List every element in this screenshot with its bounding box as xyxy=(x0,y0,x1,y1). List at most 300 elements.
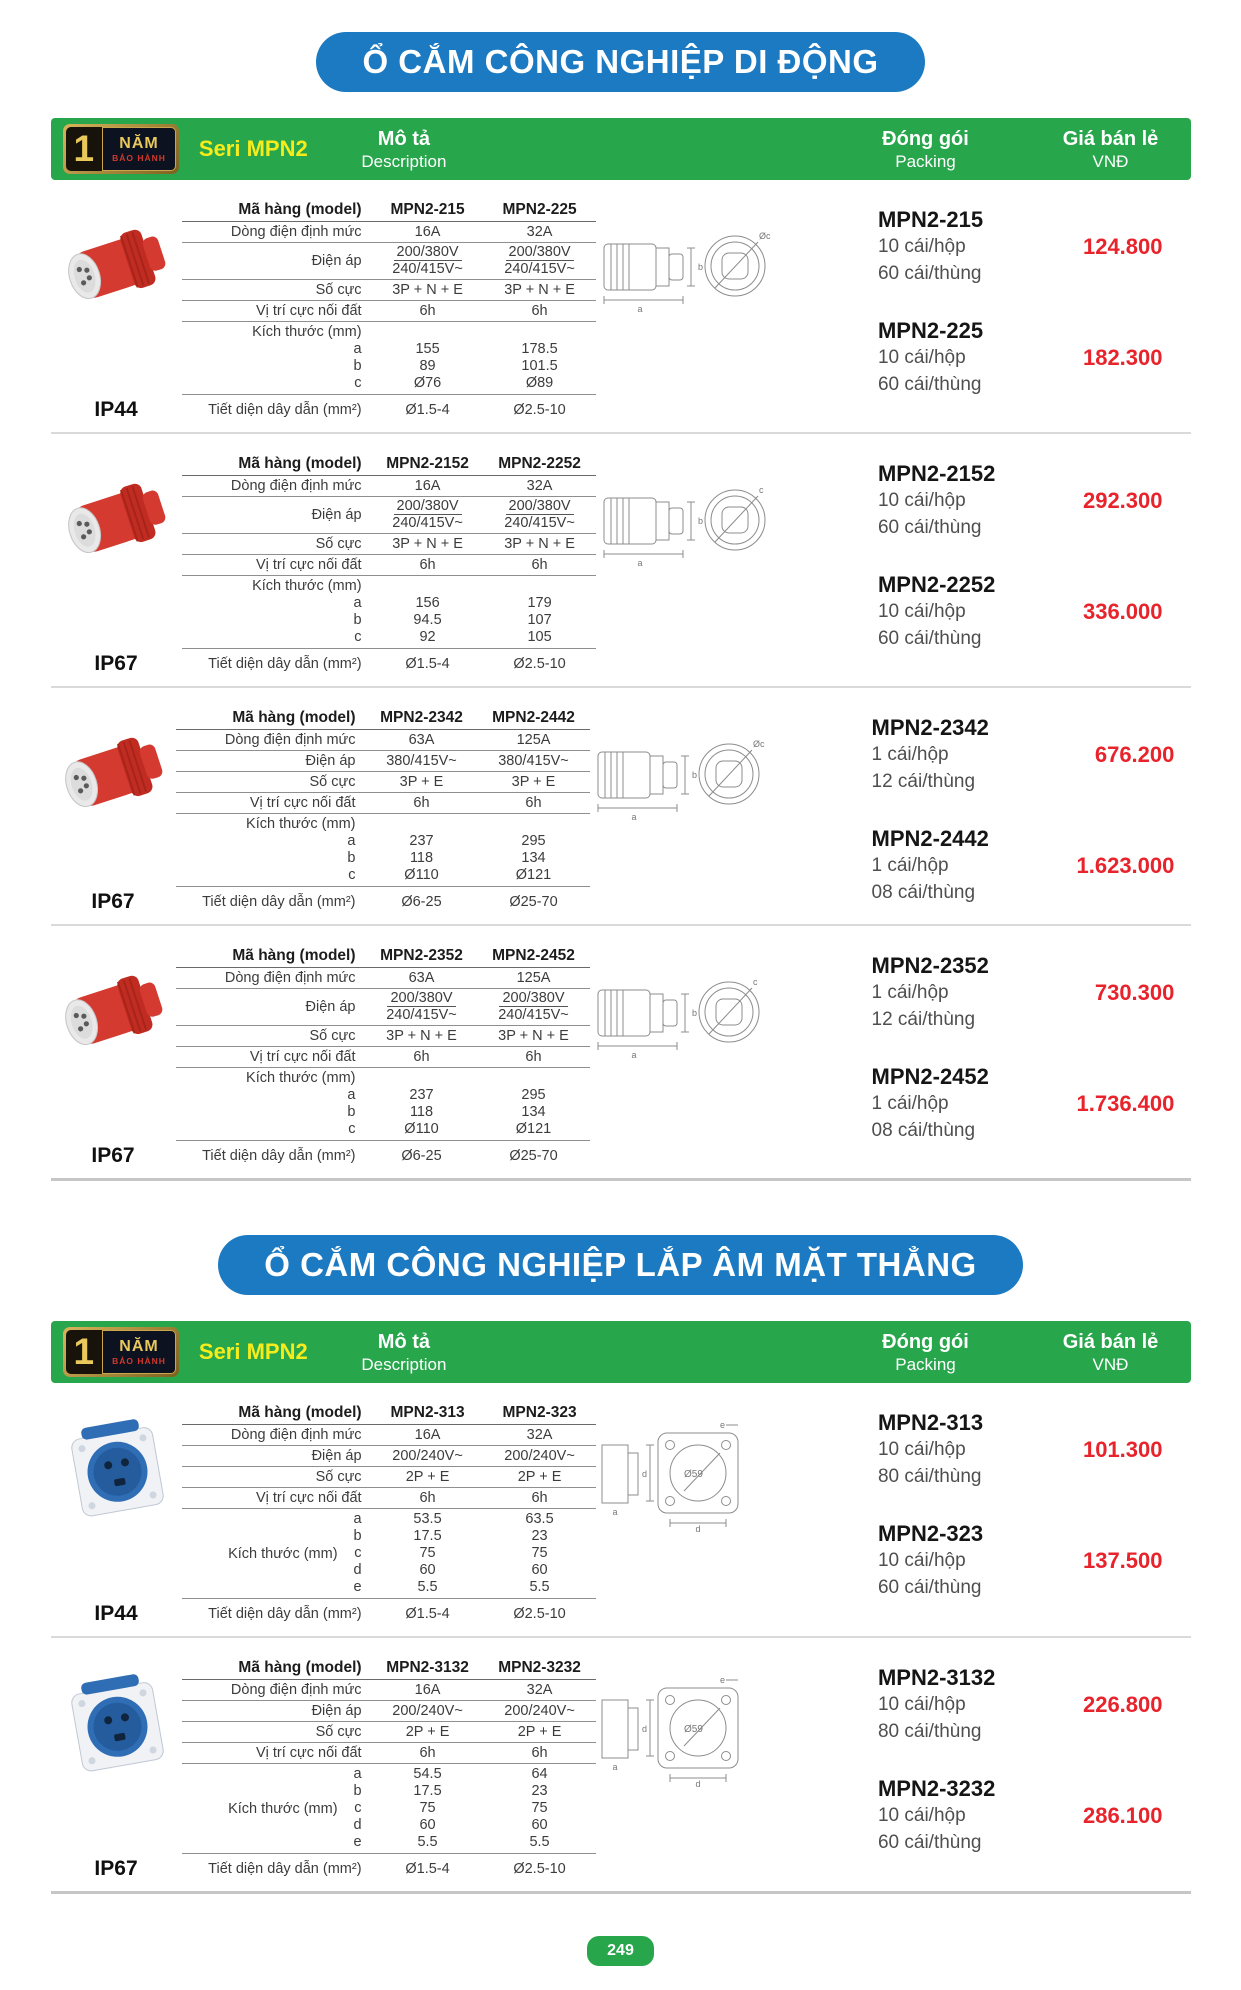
product-photo xyxy=(54,460,179,585)
dimension-letter: e xyxy=(353,1579,362,1595)
spec-row-label: Vị trí cực nối đất xyxy=(249,1049,356,1065)
product-photo xyxy=(54,1409,179,1534)
product-block xyxy=(51,180,1191,432)
dimension-row xyxy=(176,1121,590,1138)
spec-value-1: Ø1.5-4 xyxy=(405,655,450,672)
dimension-row xyxy=(182,341,596,358)
spec-row xyxy=(182,1722,596,1743)
column-header-description: Mô tả Description xyxy=(361,1330,447,1374)
retail-price: 182.300 xyxy=(1082,344,1163,370)
ip-rating-label: IP67 xyxy=(91,1144,135,1167)
spec-value-1: 6h xyxy=(419,557,436,573)
dimension-value-1: 53.5 xyxy=(413,1511,442,1527)
spec-row xyxy=(182,1488,596,1509)
spec-value-2: 32A xyxy=(526,478,553,494)
dimension-letter: c xyxy=(354,375,362,391)
spec-row-label: Điện áp xyxy=(311,253,362,269)
spec-row-label: Kích thước (mm) xyxy=(228,1545,338,1562)
spec-model-2: MPN2-225 xyxy=(502,200,577,218)
dimension-value-2: 295 xyxy=(521,1087,546,1103)
spec-header-row xyxy=(176,706,590,730)
spec-dimensions-row xyxy=(182,322,596,395)
spec-voltage-value: $\frac{200/380V}{240/415V\sim}$ xyxy=(392,244,463,277)
packing-entry xyxy=(776,571,1191,652)
packing-box-line: 1 cái/hộp xyxy=(871,1093,949,1114)
spec-row xyxy=(176,1026,590,1047)
section-header xyxy=(51,118,1191,180)
svg-text:c: c xyxy=(752,977,757,987)
dimension-row xyxy=(182,1834,596,1851)
spec-value-2: 3P + N + E xyxy=(504,536,575,552)
svg-text:b: b xyxy=(691,770,697,780)
spec-row xyxy=(176,1047,590,1068)
spec-value-1: 200/240V~ xyxy=(392,1703,463,1719)
svg-text:c: c xyxy=(758,485,764,495)
packing-entry xyxy=(770,1063,1203,1144)
spec-table xyxy=(176,944,590,1170)
warranty-badge-number: 1 xyxy=(66,127,103,171)
retail-price: 292.300 xyxy=(1082,487,1163,513)
dimension-value-2: 107 xyxy=(527,612,552,628)
packing-entry xyxy=(776,317,1191,398)
spec-row-label: Kích thước (mm) xyxy=(228,1800,338,1817)
packing-model-name: MPN2-2442 xyxy=(871,826,989,851)
packing-carton-line: 60 cái/thùng xyxy=(877,628,982,649)
spec-header-row xyxy=(176,944,590,968)
packing-carton-line: 12 cái/thùng xyxy=(871,771,976,792)
dimension-value-1: 237 xyxy=(409,1087,434,1103)
spec-row xyxy=(182,1680,596,1701)
dimension-value-2: 134 xyxy=(521,850,546,866)
spec-value-1: 380/415V~ xyxy=(386,753,457,769)
spec-model-1: MPN2-2352 xyxy=(380,946,463,964)
spec-row xyxy=(182,222,596,243)
spec-value-1: 200/240V~ xyxy=(392,1448,463,1464)
dimension-letter: a xyxy=(347,1087,356,1103)
product-block xyxy=(51,432,1191,686)
spec-model-1: MPN2-2342 xyxy=(380,708,463,726)
dimension-row xyxy=(182,612,596,629)
spec-row-label: Điện áp xyxy=(305,999,356,1015)
spec-value-1: Ø6-25 xyxy=(401,1147,442,1164)
svg-text:a: a xyxy=(612,1762,618,1772)
packing-carton-line: 60 cái/thùng xyxy=(877,374,982,395)
retail-price: 1.623.000 xyxy=(1076,852,1175,878)
spec-value-2: 3P + E xyxy=(511,774,556,790)
dimension-value-1: Ø76 xyxy=(413,375,442,391)
dimension-letter: a xyxy=(353,1766,362,1782)
warranty-badge-line2: BẢO HÀNH xyxy=(112,1356,166,1366)
spec-value-2: 2P + E xyxy=(517,1469,562,1485)
dimension-value-2: 105 xyxy=(527,629,552,645)
packing-box-line: 10 cái/hộp xyxy=(877,1439,966,1460)
dimension-letter: b xyxy=(353,1528,362,1544)
spec-row xyxy=(182,555,596,576)
dimension-letter: b xyxy=(353,1783,362,1799)
retail-price: 124.800 xyxy=(1082,233,1163,259)
packing-model-name: MPN2-313 xyxy=(877,1410,984,1435)
dimension-value-1: 155 xyxy=(415,341,440,357)
retail-price: 676.200 xyxy=(1094,741,1175,767)
svg-text:d: d xyxy=(695,1524,701,1533)
dimension-value-1: 94.5 xyxy=(413,612,442,628)
spec-row-label: Vị trí cực nối đất xyxy=(255,1745,362,1761)
dimension-letter: a xyxy=(353,341,362,357)
packing-box-line: 10 cái/hộp xyxy=(877,236,966,257)
dimension-value-2: 134 xyxy=(521,1104,546,1120)
spec-model-1: MPN2-313 xyxy=(390,1403,465,1421)
dimension-row xyxy=(176,833,590,850)
dimension-value-2: 75 xyxy=(531,1800,548,1816)
spec-model-1: MPN2-2152 xyxy=(386,454,469,472)
spec-row-label: Tiết diện dây dẫn (mm²) xyxy=(208,1605,362,1622)
dimension-value-1: 118 xyxy=(409,850,434,866)
spec-value-2: 32A xyxy=(526,1682,553,1698)
dimension-value-1: 75 xyxy=(419,1545,436,1561)
spec-dimensions-row xyxy=(176,814,590,887)
spec-value-2: 6h xyxy=(531,1490,548,1506)
spec-row xyxy=(182,649,596,678)
spec-row xyxy=(176,989,590,1026)
spec-model-label: Mã hàng (model) xyxy=(238,1403,362,1421)
dimension-letter: b xyxy=(347,1104,356,1120)
spec-row xyxy=(176,887,590,916)
dimension-row xyxy=(182,1783,596,1800)
dimension-row xyxy=(182,375,596,392)
packing-box-line: 10 cái/hộp xyxy=(877,490,966,511)
packing-box-line: 10 cái/hộp xyxy=(877,601,966,622)
spec-row-label: Số cực xyxy=(309,1028,356,1044)
spec-model-2: MPN2-3232 xyxy=(498,1658,581,1676)
spec-value-1: 6h xyxy=(419,1745,436,1761)
spec-model-label: Mã hàng (model) xyxy=(232,946,356,964)
dimension-value-2: 60 xyxy=(531,1817,548,1833)
spec-value-2: 200/240V~ xyxy=(504,1703,575,1719)
spec-row-label: Điện áp xyxy=(305,753,356,769)
spec-row-label: Vị trí cực nối đất xyxy=(255,303,362,319)
spec-row xyxy=(182,243,596,280)
series-label: Seri MPN2 xyxy=(198,1339,308,1364)
spec-value-1: 6h xyxy=(419,1490,436,1506)
svg-text:d: d xyxy=(641,1724,647,1734)
spec-value-2: 6h xyxy=(531,303,548,319)
spec-row-label: Số cực xyxy=(315,1724,362,1740)
spec-value-2: 3P + N + E xyxy=(504,282,575,298)
dimension-value-2: 63.5 xyxy=(525,1511,554,1527)
page-footer xyxy=(0,1936,1241,1990)
section-header xyxy=(51,1321,1191,1383)
spec-row-label: Dòng điện định mức xyxy=(230,1682,362,1698)
dimension-value-1: 118 xyxy=(409,1104,434,1120)
svg-text:Øc: Øc xyxy=(758,231,771,241)
packing-entry xyxy=(770,825,1203,906)
retail-price: 101.300 xyxy=(1082,1436,1163,1462)
dimension-value-2: 178.5 xyxy=(521,341,558,357)
dimension-value-2: 64 xyxy=(531,1766,548,1782)
svg-text:a: a xyxy=(630,1050,637,1060)
retail-price: 226.800 xyxy=(1082,1691,1163,1717)
spec-model-label: Mã hàng (model) xyxy=(238,200,362,218)
dimension-value-1: 17.5 xyxy=(413,1528,442,1544)
packing-entry xyxy=(776,1520,1191,1601)
technical-drawing xyxy=(596,1417,776,1538)
spec-row xyxy=(182,476,596,497)
technical-drawing xyxy=(596,468,776,585)
spec-table xyxy=(182,198,596,424)
spec-header-row xyxy=(182,1401,596,1425)
spec-row-label: Dòng điện định mức xyxy=(230,1427,362,1443)
packing-model-name: MPN2-2342 xyxy=(871,715,989,740)
dimension-value-1: 54.5 xyxy=(413,1766,442,1782)
spec-row-label: Vị trí cực nối đất xyxy=(255,1490,362,1506)
spec-row xyxy=(182,1425,596,1446)
dimension-row xyxy=(182,1562,596,1579)
spec-row-label: Số cực xyxy=(315,536,362,552)
packing-entry xyxy=(776,1409,1191,1490)
spec-row-label: Kích thước (mm) xyxy=(252,324,362,340)
spec-value-1: 2P + E xyxy=(405,1724,450,1740)
warranty-badge-line2: BẢO HÀNH xyxy=(112,153,166,163)
spec-value-2: Ø2.5-10 xyxy=(513,1605,566,1622)
spec-value-1: 6h xyxy=(413,795,430,811)
spec-value-2: 200/240V~ xyxy=(504,1448,575,1464)
packing-entry xyxy=(776,1775,1191,1856)
dimension-row xyxy=(176,1087,590,1104)
spec-value-2: 6h xyxy=(531,1745,548,1761)
product-block xyxy=(51,1383,1191,1636)
dimension-value-1: 92 xyxy=(419,629,436,645)
section-banner: Ổ CẮM CÔNG NGHIỆP DI ĐỘNG xyxy=(316,32,924,92)
packing-entry xyxy=(776,206,1191,287)
dimension-letter: a xyxy=(353,1511,362,1527)
spec-value-1: 3P + N + E xyxy=(386,1028,457,1044)
packing-carton-line: 60 cái/thùng xyxy=(877,1832,982,1853)
spec-value-2: Ø2.5-10 xyxy=(513,1860,566,1877)
product-photo xyxy=(51,714,176,839)
ip-rating-label: IP44 xyxy=(94,398,138,421)
spec-value-2: Ø2.5-10 xyxy=(513,655,566,672)
packing-model-name: MPN2-3132 xyxy=(877,1665,996,1690)
svg-text:Øc: Øc xyxy=(752,739,765,749)
packing-carton-line: 80 cái/thùng xyxy=(877,1721,982,1742)
spec-row xyxy=(182,280,596,301)
spec-row-label: Tiết diện dây dẫn (mm²) xyxy=(208,655,362,672)
spec-row-label: Kích thước (mm) xyxy=(246,816,356,832)
spec-value-1: 16A xyxy=(414,1427,441,1443)
column-header-description: Mô tả Description xyxy=(361,127,447,171)
spec-value-1: Ø1.5-4 xyxy=(405,1860,450,1877)
spec-dimensions-row xyxy=(182,1764,596,1854)
spec-row-label: Dòng điện định mức xyxy=(224,732,356,748)
spec-row-label: Vị trí cực nối đất xyxy=(249,795,356,811)
packing-carton-line: 12 cái/thùng xyxy=(871,1009,976,1030)
page-number-badge: 249 xyxy=(587,1936,654,1966)
spec-row-label: Tiết diện dây dẫn (mm²) xyxy=(208,401,362,418)
dimension-letter: c xyxy=(354,1800,362,1816)
svg-text:b: b xyxy=(697,516,703,526)
spec-model-2: MPN2-323 xyxy=(502,1403,577,1421)
packing-model-name: MPN2-2452 xyxy=(871,1064,989,1089)
packing-box-line: 10 cái/hộp xyxy=(877,1694,966,1715)
spec-value-2: Ø2.5-10 xyxy=(513,401,566,418)
retail-price: 336.000 xyxy=(1082,598,1163,624)
spec-row-label: Số cực xyxy=(309,774,356,790)
spec-table xyxy=(182,452,596,678)
packing-box-line: 10 cái/hộp xyxy=(877,1550,966,1571)
svg-text:d: d xyxy=(695,1779,701,1788)
dimension-letter: b xyxy=(353,612,362,628)
spec-value-1: Ø1.5-4 xyxy=(405,1605,450,1622)
spec-model-2: MPN2-2252 xyxy=(498,454,581,472)
technical-drawing xyxy=(590,960,770,1077)
spec-row-label: Vị trí cực nối đất xyxy=(255,557,362,573)
spec-value-2: 125A xyxy=(516,970,551,986)
dimension-letter: e xyxy=(353,1834,362,1850)
dimension-value-1: 60 xyxy=(419,1562,436,1578)
spec-dimensions-row xyxy=(176,1068,590,1141)
technical-drawing xyxy=(596,1672,776,1793)
spec-voltage-value: $\frac{200/380V}{240/415V\sim}$ xyxy=(498,990,569,1023)
svg-text:a: a xyxy=(612,1507,618,1517)
spec-value-1: 2P + E xyxy=(405,1469,450,1485)
spec-value-1: Ø1.5-4 xyxy=(405,401,450,418)
spec-row xyxy=(182,1701,596,1722)
packing-model-name: MPN2-323 xyxy=(877,1521,984,1546)
ip-rating-label: IP67 xyxy=(94,652,138,675)
dimension-letter: c xyxy=(354,629,362,645)
spec-row-label: Điện áp xyxy=(311,507,362,523)
spec-row xyxy=(182,395,596,424)
product-block xyxy=(51,924,1191,1178)
spec-value-2: 2P + E xyxy=(517,1724,562,1740)
spec-value-2: 6h xyxy=(525,1049,542,1065)
dimension-row xyxy=(182,1528,596,1545)
spec-model-2: MPN2-2452 xyxy=(492,946,575,964)
spec-value-1: 16A xyxy=(414,1682,441,1698)
spec-header-row xyxy=(182,1656,596,1680)
warranty-badge-line1: NĂM xyxy=(119,1338,159,1355)
spec-value-1: 63A xyxy=(408,970,435,986)
dimension-row xyxy=(182,1579,596,1596)
packing-carton-line: 08 cái/thùng xyxy=(871,1120,976,1141)
product-block xyxy=(51,1636,1191,1891)
section-banner: Ổ CẮM CÔNG NGHIỆP LẮP ÂM MẶT THẲNG xyxy=(218,1235,1022,1295)
packing-carton-line: 60 cái/thùng xyxy=(877,1577,982,1598)
dimension-letter: d xyxy=(353,1562,362,1578)
dimension-value-2: 295 xyxy=(521,833,546,849)
packing-box-line: 1 cái/hộp xyxy=(871,982,949,1003)
svg-text:a: a xyxy=(630,812,637,822)
retail-price: 1.736.400 xyxy=(1076,1090,1175,1116)
svg-text:e: e xyxy=(719,1675,725,1685)
dimension-value-1: 60 xyxy=(419,1817,436,1833)
spec-model-2: MPN2-2442 xyxy=(492,708,575,726)
spec-model-1: MPN2-3132 xyxy=(386,1658,469,1676)
spec-row xyxy=(182,1446,596,1467)
spec-row xyxy=(182,301,596,322)
spec-table xyxy=(182,1656,596,1883)
dimension-value-1: 156 xyxy=(415,595,440,611)
packing-box-line: 1 cái/hộp xyxy=(871,855,949,876)
spec-row-label: Dòng điện định mức xyxy=(230,224,362,240)
dimension-row xyxy=(182,1817,596,1834)
spec-row xyxy=(182,534,596,555)
spec-value-1: 16A xyxy=(414,224,441,240)
spec-model-label: Mã hàng (model) xyxy=(232,708,356,726)
packing-carton-line: 60 cái/thùng xyxy=(877,517,982,538)
dimension-letter: c xyxy=(348,867,356,883)
dimension-value-2: Ø121 xyxy=(515,1121,552,1137)
spec-row-label: Dòng điện định mức xyxy=(224,970,356,986)
retail-price: 286.100 xyxy=(1082,1802,1163,1828)
spec-value-1: Ø6-25 xyxy=(401,893,442,910)
technical-drawing xyxy=(596,214,776,331)
svg-text:Ø59: Ø59 xyxy=(683,1724,703,1735)
spec-row-label: Tiết diện dây dẫn (mm²) xyxy=(208,1860,362,1877)
spec-row xyxy=(176,772,590,793)
spec-row xyxy=(176,793,590,814)
packing-model-name: MPN2-3232 xyxy=(877,1776,996,1801)
column-header-price: Giá bán lẻ VNĐ xyxy=(1062,127,1159,171)
spec-value-2: 32A xyxy=(526,224,553,240)
spec-row-label: Điện áp xyxy=(311,1448,362,1464)
packing-carton-line: 08 cái/thùng xyxy=(871,882,976,903)
spec-row xyxy=(182,497,596,534)
dimension-row xyxy=(182,1511,596,1528)
spec-row xyxy=(176,730,590,751)
spec-header-row xyxy=(182,452,596,476)
dimension-row xyxy=(176,850,590,867)
product-block xyxy=(51,686,1191,924)
svg-text:e: e xyxy=(719,1420,725,1430)
dimension-row xyxy=(176,867,590,884)
spec-model-1: MPN2-215 xyxy=(390,200,465,218)
dimension-letter: b xyxy=(353,358,362,374)
dimension-row xyxy=(182,595,596,612)
packing-model-name: MPN2-225 xyxy=(877,318,984,343)
column-header-price: Giá bán lẻ VNĐ xyxy=(1062,1330,1159,1374)
spec-row-label: Điện áp xyxy=(311,1703,362,1719)
spec-row-label: Số cực xyxy=(315,282,362,298)
dimension-value-2: 23 xyxy=(531,1528,548,1544)
dimension-value-2: Ø89 xyxy=(525,375,554,391)
dimension-letter: d xyxy=(353,1817,362,1833)
svg-text:d: d xyxy=(641,1469,647,1479)
spec-voltage-value: $\frac{200/380V}{240/415V\sim}$ xyxy=(386,990,457,1023)
product-photo xyxy=(54,206,179,331)
spec-value-1: 3P + N + E xyxy=(392,536,463,552)
packing-entry xyxy=(776,1664,1191,1745)
spec-row-label: Kích thước (mm) xyxy=(252,578,362,594)
packing-model-name: MPN2-2252 xyxy=(877,572,996,597)
warranty-badge-number: 1 xyxy=(66,1330,103,1374)
ip-rating-label: IP44 xyxy=(94,1602,138,1625)
packing-box-line: 10 cái/hộp xyxy=(877,347,966,368)
warranty-badge xyxy=(63,1327,179,1377)
product-photo xyxy=(51,952,176,1077)
spec-value-1: 3P + N + E xyxy=(392,282,463,298)
dimension-value-1: 75 xyxy=(419,1800,436,1816)
spec-value-1: 16A xyxy=(414,478,441,494)
spec-header-row xyxy=(182,198,596,222)
technical-drawing xyxy=(590,722,770,839)
spec-value-2: Ø25-70 xyxy=(509,893,558,910)
spec-value-2: 6h xyxy=(531,557,548,573)
product-photo xyxy=(54,1664,179,1789)
svg-text:Ø59: Ø59 xyxy=(683,1469,703,1480)
spec-dimensions-row xyxy=(182,576,596,649)
dimension-value-2: 101.5 xyxy=(521,358,558,374)
